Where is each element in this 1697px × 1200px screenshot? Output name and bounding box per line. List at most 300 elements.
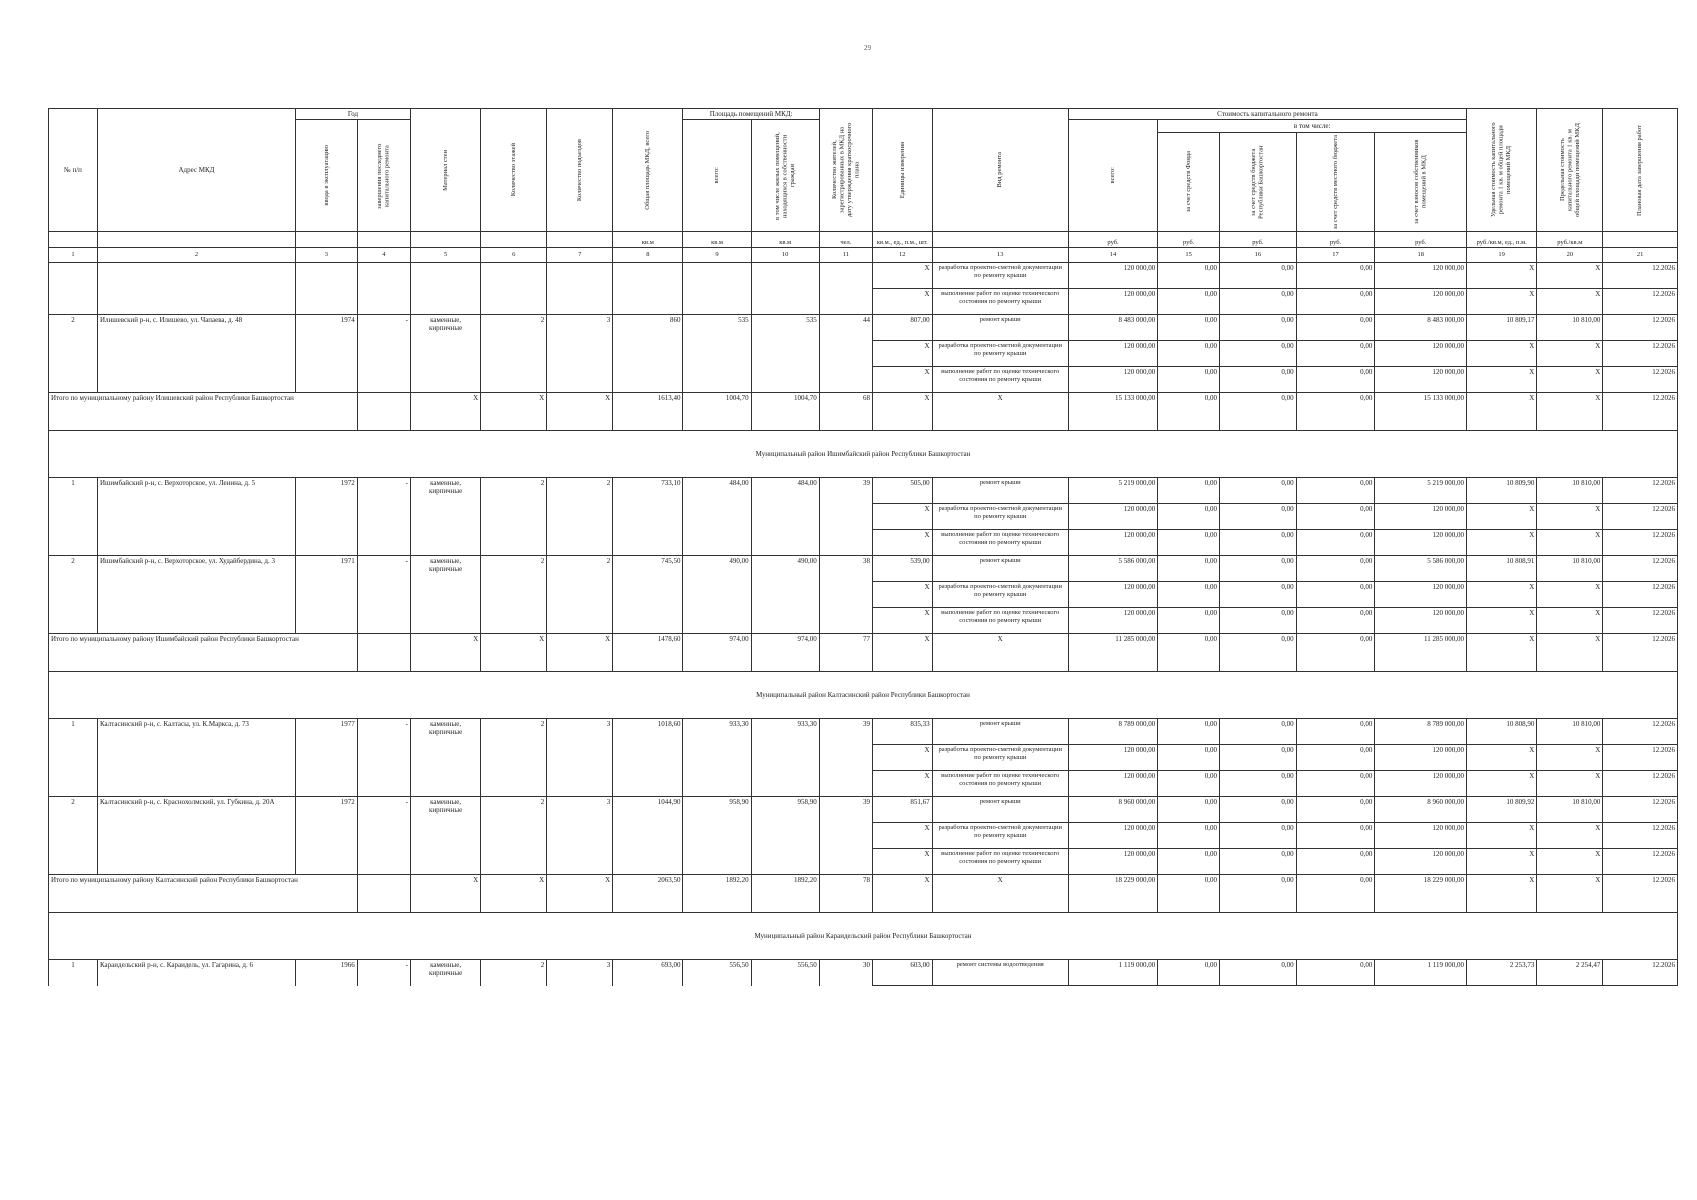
empty-cell	[481, 289, 547, 315]
header-col-premises-res: в том числе жилых помещений, находящихся в собственности граждан	[751, 120, 819, 232]
work-cost-fund: 0,00	[1158, 771, 1220, 797]
house-cost-total: 5 586 000,00	[1068, 556, 1157, 582]
empty-cell	[751, 263, 819, 289]
house-wall-material: каменные, кирпичные	[410, 478, 480, 504]
empty-cell	[49, 849, 98, 875]
house-cost-republic: 0,00	[1220, 960, 1297, 986]
work-cost-local: 0,00	[1296, 582, 1375, 608]
house-wall-material: каменные, кирпичные	[410, 797, 480, 823]
house-limit-cost: 10 810,00	[1537, 797, 1603, 823]
column-number: 10	[751, 248, 819, 263]
work-cost-owners: 120 000,00	[1375, 823, 1467, 849]
house-year-built: 1971	[295, 556, 357, 582]
house-date: 12.2026	[1603, 556, 1678, 582]
empty-cell	[97, 582, 295, 608]
house-premises: 484,00	[683, 478, 751, 504]
empty-cell	[547, 341, 613, 367]
work-row	[49, 341, 1678, 367]
work-cost-republic: 0,00	[1220, 849, 1297, 875]
empty-cell	[97, 745, 295, 771]
empty-cell	[613, 341, 683, 367]
house-floors: 2	[481, 960, 547, 986]
work-type: выполнение работ по оценке технического состояния по ремонту крыши	[932, 849, 1068, 875]
work-type: выполнение работ по оценке технического состояния по ремонту крыши	[932, 367, 1068, 393]
house-work-type: ремонт крыши	[932, 719, 1068, 745]
house-entrances: 3	[547, 315, 613, 341]
empty-cell	[97, 367, 295, 393]
house-work-type: ремонт крыши	[932, 797, 1068, 823]
column-number: 18	[1375, 248, 1467, 263]
empty-cell	[357, 367, 410, 393]
house-wall-material: каменные, кирпичные	[410, 960, 480, 986]
header-col-premises-total: всего:	[683, 120, 751, 232]
house-cost-republic: 0,00	[1220, 719, 1297, 745]
empty-cell	[481, 367, 547, 393]
work-cost-fund: 0,00	[1158, 504, 1220, 530]
work-date: 12.2026	[1603, 823, 1678, 849]
work-cost-total: 120 000,00	[1068, 289, 1157, 315]
total-residents: 78	[819, 875, 872, 913]
empty-cell	[295, 745, 357, 771]
work-date: 12.2026	[1603, 289, 1678, 315]
work-date: 12.2026	[1603, 745, 1678, 771]
empty-cell	[547, 289, 613, 315]
work-limit-cost: X	[1537, 289, 1603, 315]
house-entrances: 2	[547, 556, 613, 582]
work-cost-republic: 0,00	[1220, 263, 1297, 289]
house-cost-fund: 0,00	[1158, 960, 1220, 986]
house-cost-fund: 0,00	[1158, 556, 1220, 582]
work-unit-cost: X	[1467, 582, 1537, 608]
empty-cell	[547, 771, 613, 797]
house-res-area: 484,00	[751, 478, 819, 504]
work-cost-fund: 0,00	[1158, 263, 1220, 289]
work-row	[49, 289, 1678, 315]
house-num: 2	[49, 797, 98, 823]
total-republic: 0,00	[1220, 875, 1297, 913]
work-cost-total: 120 000,00	[1068, 263, 1157, 289]
total-fund: 0,00	[1158, 875, 1220, 913]
district-total-row	[49, 393, 1678, 431]
column-number: 8	[613, 248, 683, 263]
house-address: Ишимбайский р-н, с. Верхоторское, ул. Худайбердина, д. 3	[97, 556, 295, 582]
house-year-built: 1972	[295, 797, 357, 823]
total-units: X	[872, 634, 932, 672]
house-cost-fund: 0,00	[1158, 719, 1220, 745]
house-cost-republic: 0,00	[1220, 556, 1297, 582]
house-work-type: ремонт крыши	[932, 556, 1068, 582]
unit-cell	[97, 232, 295, 248]
work-row	[49, 849, 1678, 875]
empty-cell	[481, 745, 547, 771]
total-unit-cost: X	[1467, 875, 1537, 913]
work-cost-total: 120 000,00	[1068, 582, 1157, 608]
column-number: 14	[1068, 248, 1157, 263]
unit-cell	[932, 232, 1068, 248]
unit-cell: руб.	[1296, 232, 1375, 248]
work-cost-fund: 0,00	[1158, 745, 1220, 771]
total-date: 12.2026	[1603, 875, 1678, 913]
total-premises: 1004,70	[683, 393, 751, 431]
header-col-residents: Количество жителей, зарегистрированных в МКД на дату утверждения краткосрочного плана	[819, 109, 872, 232]
empty-cell	[49, 745, 98, 771]
header-cost-subgroup: в том числе:	[1158, 120, 1467, 133]
house-row	[49, 315, 1678, 341]
empty-cell	[410, 771, 480, 797]
empty-cell	[683, 849, 751, 875]
house-cost-republic: 0,00	[1220, 315, 1297, 341]
work-unit-cost: X	[1467, 849, 1537, 875]
header-col-address: Адрес МКД	[97, 109, 295, 232]
header-col-year-repair: завершения последнего капитального ремонта	[357, 120, 410, 232]
house-address: Калтасинский р-н, с. Калтасы, ул. К.Маркса, д. 73	[97, 719, 295, 745]
work-cost-owners: 120 000,00	[1375, 341, 1467, 367]
empty-cell	[819, 263, 872, 289]
empty-cell	[751, 504, 819, 530]
empty-cell	[481, 530, 547, 556]
house-row	[49, 478, 1678, 504]
house-cost-total: 1 119 000,00	[1068, 960, 1157, 986]
column-number: 15	[1158, 248, 1220, 263]
work-cost-local: 0,00	[1296, 289, 1375, 315]
empty-cell	[357, 582, 410, 608]
house-address: Илишевский р-н, с. Илишево, ул. Чапаева, д. 48	[97, 315, 295, 341]
empty-cell	[547, 367, 613, 393]
house-cost-owners: 8 483 000,00	[1375, 315, 1467, 341]
empty-cell	[357, 875, 410, 913]
total-units: X	[872, 393, 932, 431]
house-unit-cost: 2 253,73	[1467, 960, 1537, 986]
house-total-area: 693,00	[613, 960, 683, 986]
house-limit-cost: 2 254,47	[1537, 960, 1603, 986]
work-cost-owners: 120 000,00	[1375, 771, 1467, 797]
empty-cell	[97, 849, 295, 875]
empty-cell	[547, 582, 613, 608]
total-fund: 0,00	[1158, 634, 1220, 672]
empty-cell	[819, 849, 872, 875]
empty-cell	[683, 289, 751, 315]
work-cost-local: 0,00	[1296, 608, 1375, 634]
header-col-floors: Количество этажей	[481, 109, 547, 232]
work-type: разработка проектно-сметной документации по ремонту крыши	[932, 745, 1068, 771]
work-cost-total: 120 000,00	[1068, 341, 1157, 367]
empty-cell	[49, 608, 98, 634]
house-total-area: 745,50	[613, 556, 683, 582]
house-limit-cost: 10 810,00	[1537, 556, 1603, 582]
header-col-wall: Материал стен	[410, 109, 480, 232]
empty-cell	[481, 504, 547, 530]
house-unit-cost: 10 808,91	[1467, 556, 1537, 582]
house-units: 505,00	[872, 478, 932, 504]
work-date: 12.2026	[1603, 367, 1678, 393]
work-date: 12.2026	[1603, 504, 1678, 530]
work-units: X	[872, 582, 932, 608]
house-residents: 39	[819, 719, 872, 745]
house-year-repair: -	[357, 960, 410, 986]
work-cost-local: 0,00	[1296, 530, 1375, 556]
empty-cell	[481, 823, 547, 849]
work-units: X	[872, 367, 932, 393]
total-local: 0,00	[1296, 393, 1375, 431]
column-number: 12	[872, 248, 932, 263]
work-limit-cost: X	[1537, 530, 1603, 556]
total-area: 1613,40	[613, 393, 683, 431]
empty-cell	[357, 530, 410, 556]
column-number: 3	[295, 248, 357, 263]
work-date: 12.2026	[1603, 263, 1678, 289]
empty-cell	[819, 745, 872, 771]
empty-cell	[295, 530, 357, 556]
empty-cell	[410, 582, 480, 608]
work-unit-cost: X	[1467, 263, 1537, 289]
house-row	[49, 556, 1678, 582]
empty-cell	[819, 582, 872, 608]
empty-cell	[613, 367, 683, 393]
work-type: выполнение работ по оценке технического состояния по ремонту крыши	[932, 530, 1068, 556]
empty-cell	[683, 367, 751, 393]
house-num: 2	[49, 556, 98, 582]
total-premises: 1892,20	[683, 875, 751, 913]
house-cost-total: 8 789 000,00	[1068, 719, 1157, 745]
unit-cell	[547, 232, 613, 248]
work-type: разработка проектно-сметной документации по ремонту крыши	[932, 263, 1068, 289]
total-x-cell: X	[547, 393, 613, 431]
work-cost-total: 120 000,00	[1068, 823, 1157, 849]
house-total-area: 1044,90	[613, 797, 683, 823]
empty-cell	[97, 263, 295, 289]
house-premises: 535	[683, 315, 751, 341]
empty-cell	[410, 263, 480, 289]
column-number: 13	[932, 248, 1068, 263]
house-total-area: 733,10	[613, 478, 683, 504]
header-cost-group: Стоимость капитального ремонта	[1068, 109, 1466, 120]
work-cost-owners: 120 000,00	[1375, 263, 1467, 289]
house-num: 2	[49, 315, 98, 341]
total-limit-cost: X	[1537, 393, 1603, 431]
empty-cell	[49, 367, 98, 393]
house-premises: 556,50	[683, 960, 751, 986]
total-label: Итого по муниципальному району Калтасинский район Республики Башкортостан	[49, 875, 358, 913]
header-col-cost-republic: за счет средств бюджета Республики Башкортостан	[1220, 133, 1297, 232]
house-address: Ишимбайский р-н, с. Верхоторское, ул. Ленина, д. 5	[97, 478, 295, 504]
empty-cell	[410, 289, 480, 315]
district-name: Муниципальный район Караидельский район Республики Башкортостан	[49, 913, 1678, 960]
empty-cell	[683, 823, 751, 849]
work-type: разработка проектно-сметной документации по ремонту крыши	[932, 504, 1068, 530]
empty-cell	[819, 823, 872, 849]
house-res-area: 556,50	[751, 960, 819, 986]
column-number: 1	[49, 248, 98, 263]
empty-cell	[410, 608, 480, 634]
house-res-area: 490,00	[751, 556, 819, 582]
district-header-row	[49, 672, 1678, 719]
unit-cell: руб.	[1375, 232, 1467, 248]
total-area: 2063,50	[613, 875, 683, 913]
units-row	[49, 232, 1678, 248]
total-cost: 18 229 000,00	[1068, 875, 1157, 913]
total-x-cell: X	[410, 875, 480, 913]
table-header	[49, 109, 1678, 263]
empty-cell	[410, 530, 480, 556]
house-date: 12.2026	[1603, 315, 1678, 341]
work-cost-total: 120 000,00	[1068, 367, 1157, 393]
house-entrances: 3	[547, 797, 613, 823]
work-unit-cost: X	[1467, 341, 1537, 367]
total-x-cell: X	[410, 634, 480, 672]
house-cost-owners: 5 586 000,00	[1375, 556, 1467, 582]
work-unit-cost: X	[1467, 530, 1537, 556]
house-year-built: 1972	[295, 478, 357, 504]
empty-cell	[295, 289, 357, 315]
house-res-area: 535	[751, 315, 819, 341]
house-units: 851,67	[872, 797, 932, 823]
total-cost: 15 133 000,00	[1068, 393, 1157, 431]
total-work: X	[932, 875, 1068, 913]
work-limit-cost: X	[1537, 608, 1603, 634]
header-col-total-area: Общая площадь МКД, всего	[613, 109, 683, 232]
unit-cell	[49, 232, 98, 248]
empty-cell	[819, 367, 872, 393]
empty-cell	[751, 823, 819, 849]
header-col-cost-total: всего:	[1068, 120, 1157, 232]
house-cost-local: 0,00	[1296, 478, 1375, 504]
work-cost-republic: 0,00	[1220, 745, 1297, 771]
house-floors: 2	[481, 797, 547, 823]
total-republic: 0,00	[1220, 393, 1297, 431]
house-total-area: 860	[613, 315, 683, 341]
house-unit-cost: 10 808,90	[1467, 719, 1537, 745]
work-cost-total: 120 000,00	[1068, 771, 1157, 797]
work-date: 12.2026	[1603, 771, 1678, 797]
unit-cell	[410, 232, 480, 248]
work-cost-fund: 0,00	[1158, 849, 1220, 875]
unit-cell: руб.	[1068, 232, 1157, 248]
house-units: 539,00	[872, 556, 932, 582]
empty-cell	[683, 341, 751, 367]
house-cost-owners: 8 789 000,00	[1375, 719, 1467, 745]
empty-cell	[357, 263, 410, 289]
house-floors: 2	[481, 315, 547, 341]
empty-cell	[613, 608, 683, 634]
empty-cell	[410, 849, 480, 875]
house-floors: 2	[481, 478, 547, 504]
work-cost-owners: 120 000,00	[1375, 367, 1467, 393]
work-row	[49, 745, 1678, 771]
total-fund: 0,00	[1158, 393, 1220, 431]
unit-cell: руб.	[1220, 232, 1297, 248]
total-x-cell: X	[547, 634, 613, 672]
house-residents: 44	[819, 315, 872, 341]
house-date: 12.2026	[1603, 478, 1678, 504]
work-cost-republic: 0,00	[1220, 341, 1297, 367]
work-units: X	[872, 341, 932, 367]
house-residents: 38	[819, 556, 872, 582]
empty-cell	[683, 745, 751, 771]
work-type: разработка проектно-сметной документации по ремонту крыши	[932, 341, 1068, 367]
work-cost-owners: 120 000,00	[1375, 582, 1467, 608]
work-cost-local: 0,00	[1296, 745, 1375, 771]
work-row	[49, 263, 1678, 289]
empty-cell	[481, 341, 547, 367]
house-premises: 958,90	[683, 797, 751, 823]
header-col-cost-owners: за счет взносов собственников помещений в МКД	[1375, 133, 1467, 232]
empty-cell	[683, 771, 751, 797]
house-cost-owners: 8 960 000,00	[1375, 797, 1467, 823]
unit-cell: кв.м., ед., п.м., шт.	[872, 232, 932, 248]
empty-cell	[295, 504, 357, 530]
work-cost-local: 0,00	[1296, 849, 1375, 875]
work-limit-cost: X	[1537, 504, 1603, 530]
empty-cell	[613, 582, 683, 608]
work-units: X	[872, 608, 932, 634]
house-residents: 39	[819, 797, 872, 823]
total-work: X	[932, 634, 1068, 672]
empty-cell	[751, 367, 819, 393]
work-cost-owners: 120 000,00	[1375, 608, 1467, 634]
work-cost-fund: 0,00	[1158, 289, 1220, 315]
header-col-date: Плановая дата завершения работ	[1603, 109, 1678, 232]
empty-cell	[481, 771, 547, 797]
work-cost-owners: 120 000,00	[1375, 289, 1467, 315]
total-label: Итого по муниципальному району Илишевский район Республики Башкортостан	[49, 393, 358, 431]
house-year-repair: -	[357, 315, 410, 341]
total-limit-cost: X	[1537, 875, 1603, 913]
work-cost-total: 120 000,00	[1068, 608, 1157, 634]
house-year-repair: -	[357, 719, 410, 745]
work-date: 12.2026	[1603, 582, 1678, 608]
house-address: Караидельский р-н, с. Караидель, ул. Гагарина, д. 6	[97, 960, 295, 986]
work-date: 12.2026	[1603, 530, 1678, 556]
empty-cell	[683, 582, 751, 608]
empty-cell	[613, 745, 683, 771]
house-total-area: 1018,60	[613, 719, 683, 745]
empty-cell	[357, 393, 410, 431]
house-cost-fund: 0,00	[1158, 478, 1220, 504]
empty-cell	[357, 849, 410, 875]
page-number: 29	[864, 44, 871, 52]
total-residents: 77	[819, 634, 872, 672]
work-cost-fund: 0,00	[1158, 608, 1220, 634]
empty-cell	[547, 745, 613, 771]
empty-cell	[97, 504, 295, 530]
house-floors: 2	[481, 719, 547, 745]
work-row	[49, 823, 1678, 849]
total-x-cell: X	[481, 634, 547, 672]
district-header-row	[49, 913, 1678, 960]
total-x-cell: X	[547, 875, 613, 913]
house-limit-cost: 10 810,00	[1537, 719, 1603, 745]
column-number: 19	[1467, 248, 1537, 263]
empty-cell	[295, 849, 357, 875]
unit-cell: чел.	[819, 232, 872, 248]
header-col-cost-fund: за счет средств Фонда	[1158, 133, 1220, 232]
house-year-built: 1966	[295, 960, 357, 986]
work-units: X	[872, 504, 932, 530]
total-local: 0,00	[1296, 875, 1375, 913]
house-num: 1	[49, 960, 98, 986]
work-row	[49, 582, 1678, 608]
empty-cell	[49, 341, 98, 367]
empty-cell	[751, 608, 819, 634]
house-res-area: 933,30	[751, 719, 819, 745]
empty-cell	[819, 771, 872, 797]
house-entrances: 2	[547, 478, 613, 504]
work-limit-cost: X	[1537, 823, 1603, 849]
column-numbers-row	[49, 248, 1678, 263]
house-entrances: 3	[547, 719, 613, 745]
work-row	[49, 504, 1678, 530]
total-local: 0,00	[1296, 634, 1375, 672]
